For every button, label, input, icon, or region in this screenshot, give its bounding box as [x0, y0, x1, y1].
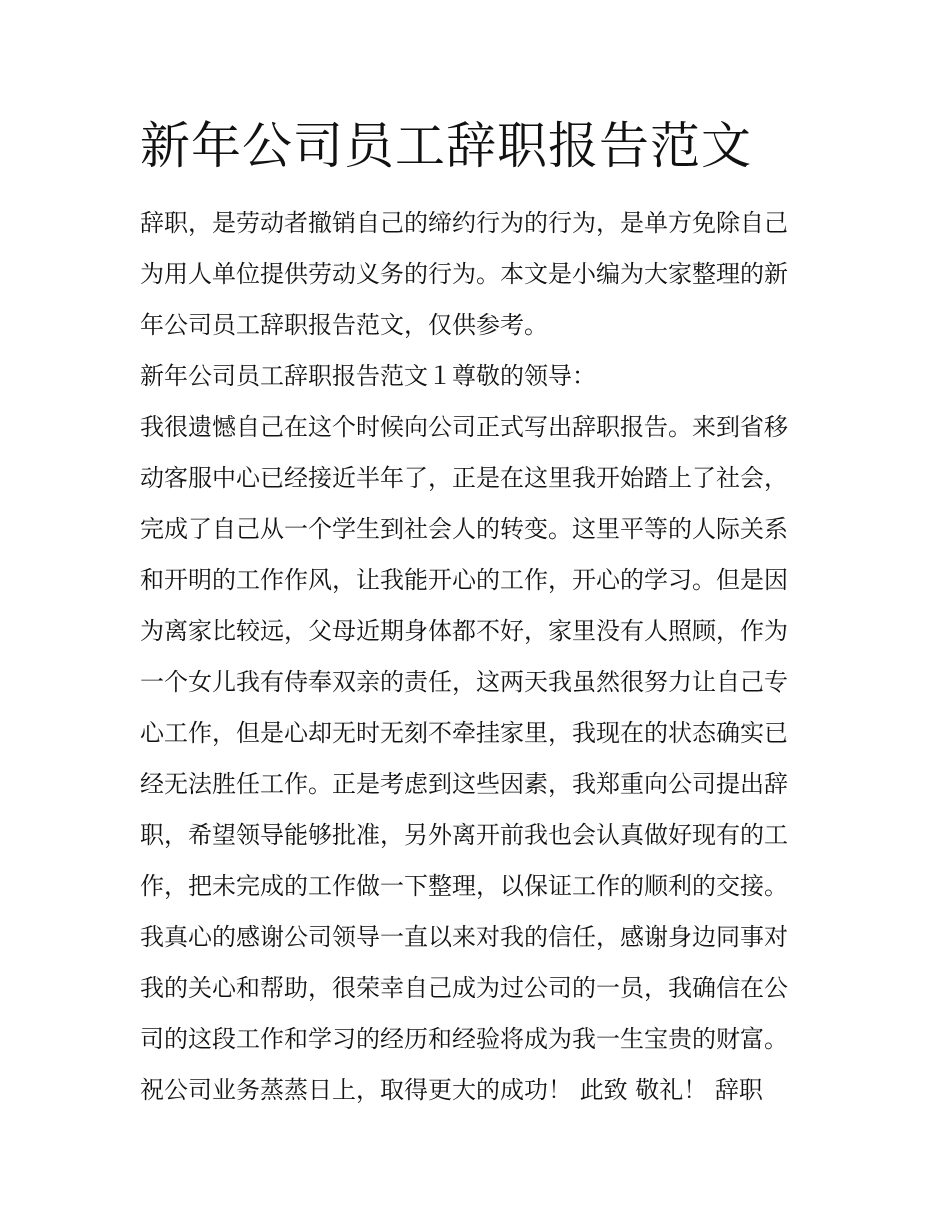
- body-line: 我的关心和帮助，很荣幸自己成为过公司的一员，我确信在公: [140, 974, 788, 1002]
- body-line: 为离家比较远，父母近期身体都不好，家里没有人照顾，作为: [140, 617, 788, 645]
- document-title: 新年公司员工辞职报告范文: [140, 117, 752, 175]
- body-line: 我真心的感谢公司领导一直以来对我的信任，感谢身边同事对: [140, 923, 788, 951]
- body-line: 新年公司员工辞职报告范文１尊敬的领导：: [140, 362, 596, 390]
- body-line: 动客服中心已经接近半年了，正是在这里我开始踏上了社会，: [140, 464, 788, 492]
- body-line: 司的这段工作和学习的经历和经验将成为我一生宝贵的财富。: [140, 1025, 788, 1053]
- body-line: 年公司员工辞职报告范文，仅供参考。: [140, 311, 548, 339]
- body-line: 辞职，是劳动者撤销自己的缔约行为的行为，是单方免除自己: [140, 209, 788, 237]
- body-line: 祝公司业务蒸蒸日上，取得更大的成功！ 此致 敬礼！ 辞职: [140, 1076, 763, 1104]
- body-line: 为用人单位提供劳动义务的行为。本文是小编为大家整理的新: [140, 260, 788, 288]
- body-line: 心工作，但是心却无时无刻不牵挂家里，我现在的状态确实已: [140, 719, 788, 747]
- body-line: 经无法胜任工作。正是考虑到这些因素，我郑重向公司提出辞: [140, 770, 788, 798]
- body-line: 我很遗憾自己在这个时候向公司正式写出辞职报告。来到省移: [140, 413, 788, 441]
- body-line: 一个女儿我有侍奉双亲的责任，这两天我虽然很努力让自己专: [140, 668, 788, 696]
- body-line: 作，把未完成的工作做一下整理，以保证工作的顺利的交接。: [140, 872, 788, 900]
- body-line: 职，希望领导能够批准，另外离开前我也会认真做好现有的工: [140, 821, 788, 849]
- document-body: [140, 198, 812, 1116]
- body-line: 和开明的工作作风，让我能开心的工作，开心的学习。但是因: [140, 566, 788, 594]
- body-line: 完成了自己从一个学生到社会人的转变。这里平等的人际关系: [140, 515, 788, 543]
